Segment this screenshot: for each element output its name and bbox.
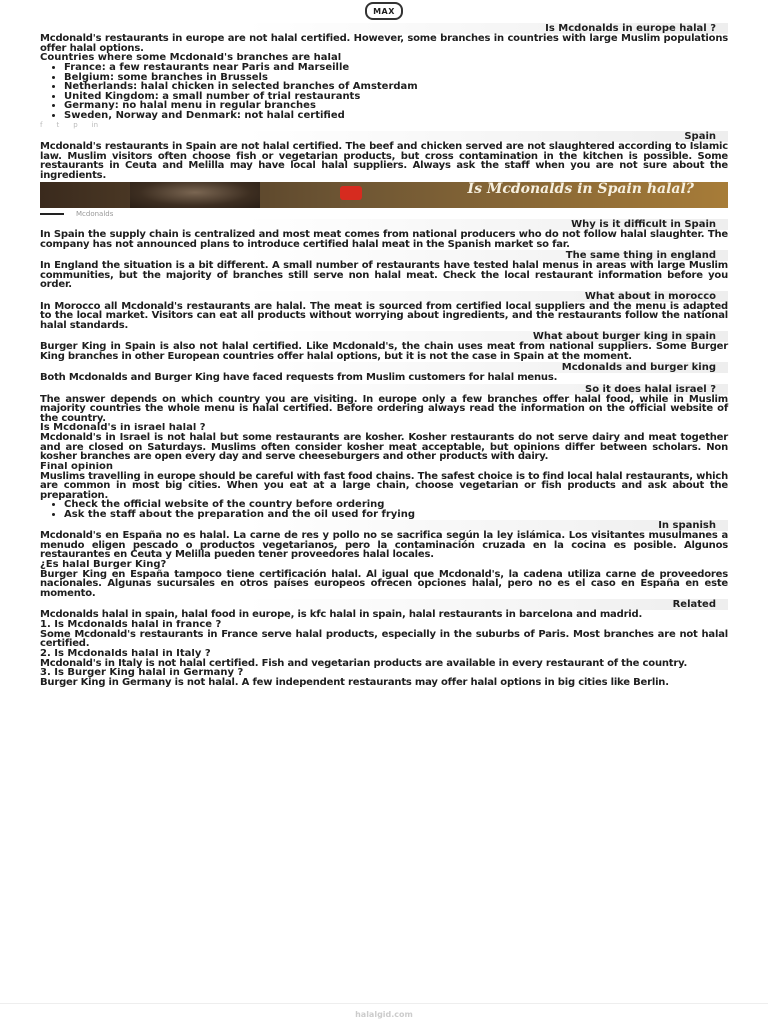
video-banner[interactable] xyxy=(40,182,728,208)
section-text: Mcdonald's en España no es halal. La carne de res y pollo no se sacrifica según la ley islámica. Los visitantes musulmanes a menudo eligen pescado o productos vegetarianos, pero la contaminación cruzada en la cocina es posible. Algunos restaurantes en Ceuta y Melilla pueden tener proveedores halal locales. xyxy=(40,530,728,560)
sources-heading: Countries where some Mcdonald's branches are halal xyxy=(40,53,342,63)
section-text: Burger King in Germany is not halal. A few independent restaurants may offer halal options in big cities like Berlin. xyxy=(40,677,669,688)
list-item: • Netherlands: halal chicken in selected branches of Amsterdam xyxy=(64,82,728,92)
article-content xyxy=(0,23,768,688)
section-text: Burger King in Spain is also not halal certified. Like Mcdonald's, the chain uses meat from national suppliers. Some Burger King branches in other European countries offer halal options, but it is not the case in Spain at the moment. xyxy=(40,341,728,362)
section-title: What about in morocco xyxy=(40,291,728,302)
section-title: Related xyxy=(40,599,728,610)
section-text: Mcdonald's restaurants in Spain are not halal certified. The beef and chicken served are not slaughtered according to Islamic law. Muslim visitors often choose fish or vegetarian products, but cross contamination in the kitchen is possible. Some restaurants in Ceuta and Melilla may have local halal suppliers. Always ask the staff when you are not sure about the ingredients. xyxy=(40,141,728,181)
section-title: Why is it difficult in Spain xyxy=(40,219,728,230)
section-text: Burger King en España tampoco tiene certificación halal. Al igual que Mcdonald's, la cadena utiliza carne de proveedores nacionales. Algunas sucursales en otros países europeos ofrecen opciones halal, pero no es el caso en España en este momento. xyxy=(40,568,728,599)
section-why-spain xyxy=(40,219,728,249)
list-item: • Belgium: some branches in Brussels xyxy=(64,73,728,83)
section-text: In England the situation is a bit different. A small number of restaurants have tested halal menus in areas with large Muslim communities, but the majority of branches still serve non halal meat. Check the local restaurant information before you order. xyxy=(40,260,728,290)
section-title: So it does halal israel ? xyxy=(40,384,728,395)
list-item: • France: a few restaurants near Paris and Marseille xyxy=(64,63,728,73)
article-title: Is Mcdonalds in europe halal ? xyxy=(40,23,728,34)
section-title: In spanish xyxy=(40,520,728,531)
section-heading: 3. Is Burger King halal in Germany ? xyxy=(40,668,244,678)
section-related xyxy=(40,599,728,688)
section-text: In Morocco all Mcdonald's restaurants are halal. The meat is sourced from certified local suppliers and the menu is adapted to the local market. Visitors can eat all products without worrying about ingredients, and the restaurants follow the national halal standards. xyxy=(40,300,728,331)
section-title: Mcdonalds and burger king xyxy=(40,362,728,373)
person-image xyxy=(130,182,260,208)
video-controls xyxy=(40,209,728,218)
section-heading: Final opinion xyxy=(40,461,114,472)
section-text: In Spain the supply chain is centralized and most meat comes from national producers who do not follow halal slaughter. The company has not announced plans to introduce certified halal meat in the Spanish market so far. xyxy=(40,229,728,250)
section-text: Some Mcdonald's restaurants in France serve halal products, especially in the suburbs of Paris. Most branches are not halal certified. xyxy=(40,628,728,649)
section-england xyxy=(40,250,728,290)
list-item: • Ask the staff about the preparation and the oil used for frying xyxy=(64,510,728,520)
section-heading: 2. Is Mcdonalds halal in Italy ? xyxy=(40,648,211,659)
share-row xyxy=(40,121,728,129)
site-footer xyxy=(0,1003,768,1024)
site-logo[interactable]: MAX xyxy=(365,2,403,20)
footer-site-link[interactable]: halalgid.com xyxy=(355,1009,413,1019)
section-text: Mcdonald's in Italy is not halal certified. Fish and vegetarian products are available in every restaurant of the country. xyxy=(40,657,688,669)
section-heading: 1. Is Mcdonalds halal in france ? xyxy=(40,619,222,630)
list-item: • Sweden, Norway and Denmark: not halal certified xyxy=(64,111,728,121)
linkedin-share-icon[interactable]: in xyxy=(91,121,99,129)
play-icon[interactable] xyxy=(340,186,362,200)
section-heading: Is Mcdonald's in israel halal ? xyxy=(40,423,206,433)
section-title: Spain xyxy=(40,131,728,142)
section-text: Mcdonald's in Israel is not halal but some restaurants are kosher. Kosher restaurants do not serve dairy and meat together and are closed on Saturdays. Muslims often consider kosher meat acceptable, but opinions differ between scholars. Non kosher branches are open every day and serve cheeseburgers and other products with dairy. xyxy=(40,432,728,462)
sources-list xyxy=(40,63,728,120)
twitter-share-icon[interactable]: t xyxy=(56,121,60,129)
video-channel-label: Mcdonalds xyxy=(76,209,114,218)
section-spanish xyxy=(40,520,728,598)
section-israel xyxy=(40,384,728,520)
video-progress-bar[interactable] xyxy=(40,213,64,215)
section-text: Both Mcdonalds and Burger King have faced requests from Muslim customers for halal menus. xyxy=(40,372,558,383)
list-item: • Check the official website of the country before ordering xyxy=(64,500,728,510)
section-morocco xyxy=(40,291,728,331)
list-item: • Germany: no halal menu in regular branches xyxy=(64,101,728,111)
pinterest-share-icon[interactable]: p xyxy=(73,121,78,129)
site-header xyxy=(0,0,768,22)
facebook-share-icon[interactable]: f xyxy=(40,121,43,129)
article-intro: Mcdonald's restaurants in europe are not halal certified. However, some branches in countries with large Muslim populations offer halal options. xyxy=(40,33,728,54)
section-text: Muslims travelling in europe should be careful with fast food chains. The safest choice is to find local halal restaurants, which are common in most big cities. When you eat at a large chain, choose vegetarian or fish products and ask about the preparation. xyxy=(40,470,728,501)
section-burger-king-spain xyxy=(40,331,728,361)
tips-list xyxy=(40,500,728,519)
section-title: The same thing in england xyxy=(40,250,728,261)
section-heading: ¿Es halal Burger King? xyxy=(40,559,167,570)
section-title: What about burger king in spain xyxy=(40,331,728,342)
section-text: Mcdonalds halal in spain, halal food in europe, is kfc halal in spain, halal restaurants in barcelona and madrid. xyxy=(40,609,643,620)
list-item: • United Kingdom: a small number of trial restaurants xyxy=(64,92,728,102)
section-spain xyxy=(40,131,728,180)
section-mcdonalds-bk xyxy=(40,362,728,383)
section-text: The answer depends on which country you are visiting. In europe only a few branches offer halal food, while in Muslim majority countries the whole menu is halal certified. Before ordering always read the information on the official website of the country. xyxy=(40,393,728,424)
banner-title: Is Mcdonalds in Spain halal? xyxy=(467,182,694,197)
